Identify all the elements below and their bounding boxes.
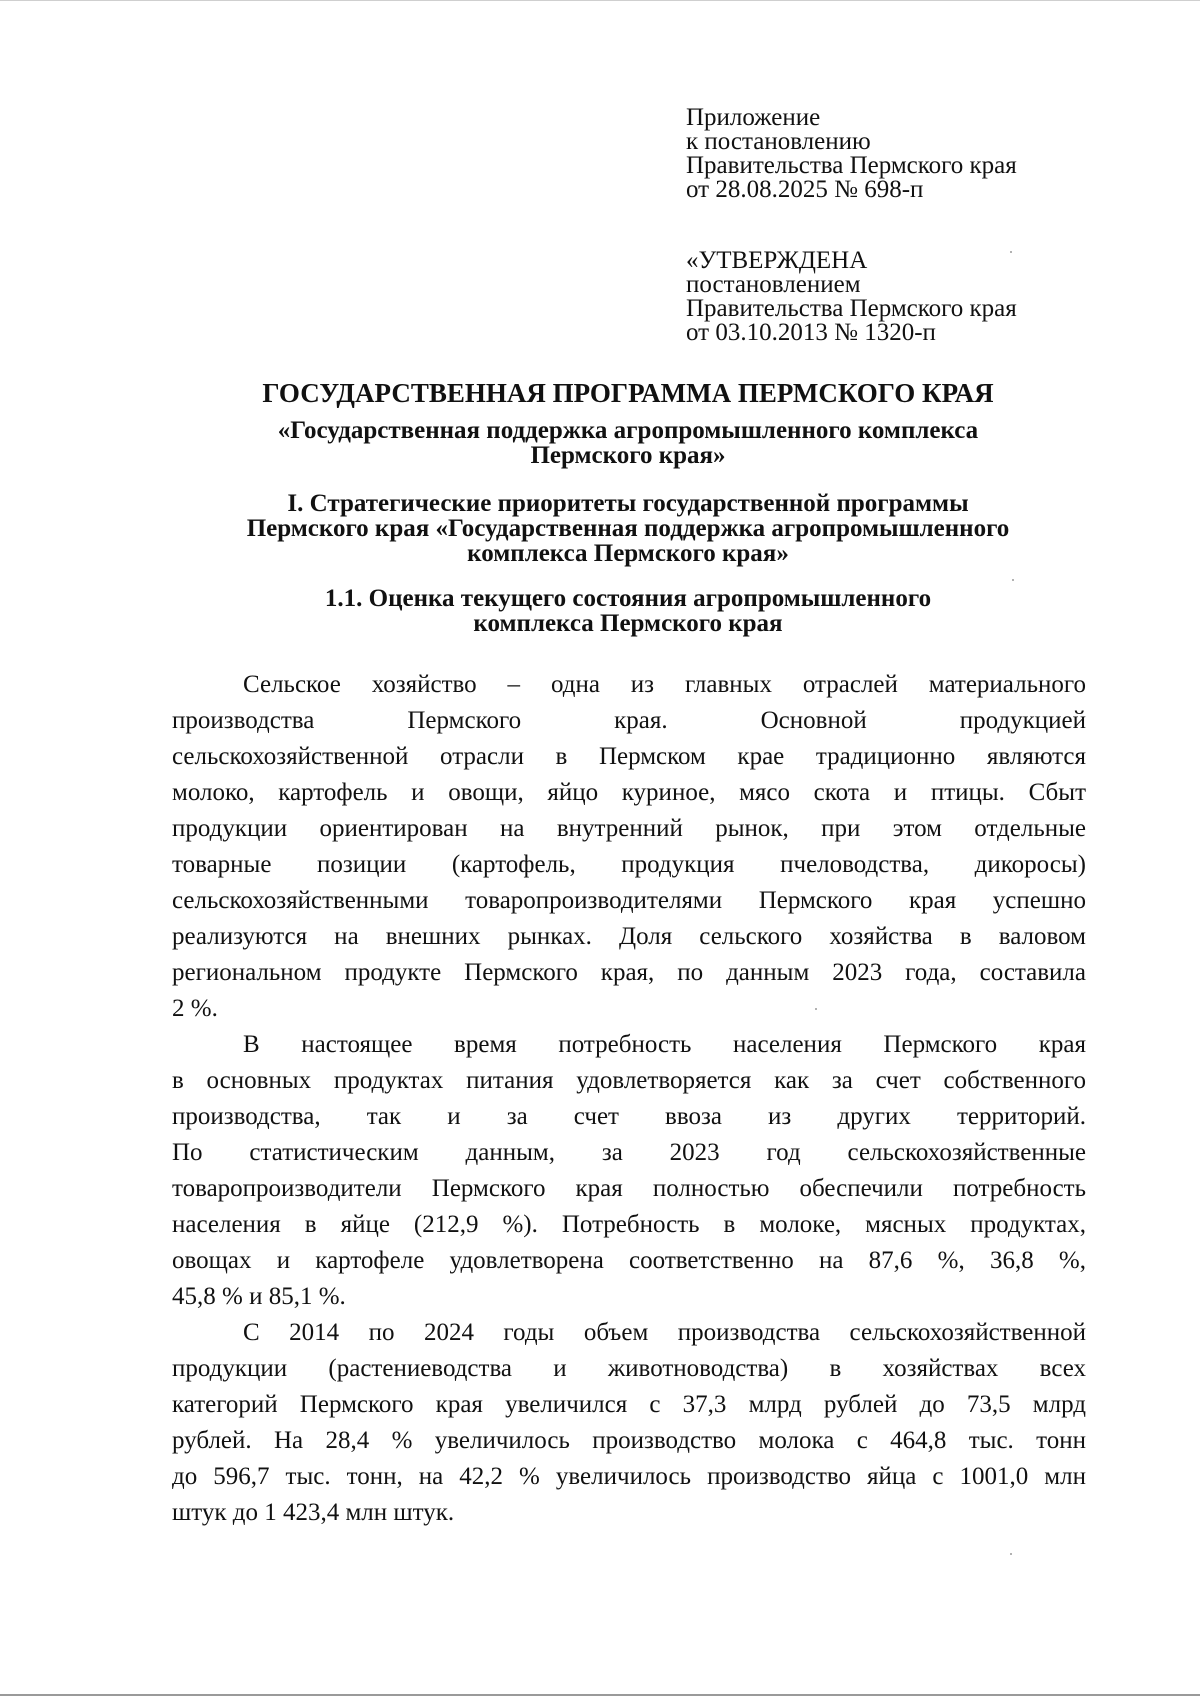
annex-line: Приложение bbox=[686, 104, 821, 131]
paragraph-line: населения в яйце (212,9 %). Потребность в молоке, мясных продуктах, bbox=[172, 1211, 1086, 1238]
approval-line: постановлением bbox=[686, 271, 861, 298]
paragraph-line: сельскохозяйственными товаропроизводителями Пермского края успешно bbox=[172, 887, 1086, 914]
program-subtitle-line: «Государственная поддержка агропромышленного комплекса bbox=[277, 417, 979, 444]
approval-line: «УТВЕРЖДЕНА bbox=[686, 247, 868, 274]
scan-speck bbox=[1010, 251, 1012, 253]
annex-stamp bbox=[686, 106, 1166, 202]
scan-speck bbox=[1012, 579, 1014, 581]
program-subtitle-line: Пермского края» bbox=[530, 442, 726, 469]
annex-line: к постановлению bbox=[686, 128, 871, 155]
approval-line: Правительства Пермского края bbox=[686, 295, 1017, 322]
program-subtitle bbox=[0, 418, 1200, 468]
approval-stamp bbox=[686, 249, 1166, 345]
annex-line: от 28.08.2025 № 698-п bbox=[686, 176, 924, 203]
paragraph-line: Сельское хозяйство – одна из главных отраслей материального bbox=[243, 671, 1086, 698]
paragraph-line: производства, так и за счет ввоза из других территорий. bbox=[172, 1103, 1086, 1130]
paragraph-line: По статистическим данным, за 2023 год сельскохозяйственные bbox=[172, 1139, 1086, 1166]
paragraph-line: производства Пермского края. Основной продукцией bbox=[172, 707, 1086, 734]
annex-line: Правительства Пермского края bbox=[686, 152, 1017, 179]
paragraph-line: 45,8 % и 85,1 %. bbox=[172, 1283, 346, 1310]
paragraph-line: в основных продуктах питания удовлетворяется как за счет собственного bbox=[172, 1067, 1086, 1094]
section-title-line: Пермского края «Государственная поддержка агропромышленного bbox=[246, 515, 1010, 542]
paragraph-line: продукции ориентирован на внутренний рынок, при этом отдельные bbox=[172, 815, 1086, 842]
paragraph-line: товарные позиции (картофель, продукция пчеловодства, дикоросы) bbox=[172, 851, 1086, 878]
program-title: ГОСУДАРСТВЕННАЯ ПРОГРАММА ПЕРМСКОГО КРАЯ bbox=[262, 378, 994, 408]
section-title-line: комплекса Пермского края» bbox=[467, 540, 789, 567]
subsection-title bbox=[0, 586, 1200, 636]
section-title-line: I. Стратегические приоритеты государственной программы bbox=[287, 490, 969, 517]
paragraph-line: овощах и картофеле удовлетворена соответственно на 87,6 %, 36,8 %, bbox=[172, 1247, 1086, 1274]
paragraph-line: С 2014 по 2024 годы объем производства сельскохозяйственной bbox=[243, 1319, 1086, 1346]
scan-speck bbox=[1010, 1553, 1012, 1555]
paragraph-line: сельскохозяйственной отрасли в Пермском крае традиционно являются bbox=[172, 743, 1086, 770]
paragraph-line: рублей. На 28,4 % увеличилось производство молока с 464,8 тыс. тонн bbox=[172, 1427, 1086, 1454]
paragraph-line: товаропроизводители Пермского края полностью обеспечили потребность bbox=[172, 1175, 1086, 1202]
approval-line: от 03.10.2013 № 1320-п bbox=[686, 319, 936, 346]
paragraph-line: В настоящее время потребность населения Пермского края bbox=[243, 1031, 1086, 1058]
paragraph-line: реализуются на внешних рынках. Доля сельского хозяйства в валовом bbox=[172, 923, 1086, 950]
subsection-title-line: 1.1. Оценка текущего состояния агропромышленного bbox=[324, 585, 932, 612]
paragraph-2 bbox=[172, 1027, 1086, 1315]
paragraph-line: до 596,7 тыс. тонн, на 42,2 % увеличилось производство яйца с 1001,0 млн bbox=[172, 1463, 1086, 1490]
paragraph-line: молоко, картофель и овощи, яйцо куриное, мясо скота и птицы. Сбыт bbox=[172, 779, 1086, 806]
paragraph-line: 2 %. bbox=[172, 995, 218, 1022]
paragraph-line: категорий Пермского края увеличился с 37,3 млрд рублей до 73,5 млрд bbox=[172, 1391, 1086, 1418]
paragraph-line: штук до 1 423,4 млн штук. bbox=[172, 1499, 455, 1526]
paragraph-line: региональном продукте Пермского края, по данным 2023 года, составила bbox=[172, 959, 1086, 986]
paragraph-3 bbox=[172, 1315, 1086, 1531]
section-title bbox=[0, 491, 1200, 566]
paragraph-1 bbox=[172, 667, 1086, 1027]
paragraph-line: продукции (растениеводства и животноводства) в хозяйствах всех bbox=[172, 1355, 1086, 1382]
scan-speck bbox=[815, 1008, 817, 1010]
subsection-title-line: комплекса Пермского края bbox=[473, 610, 783, 637]
